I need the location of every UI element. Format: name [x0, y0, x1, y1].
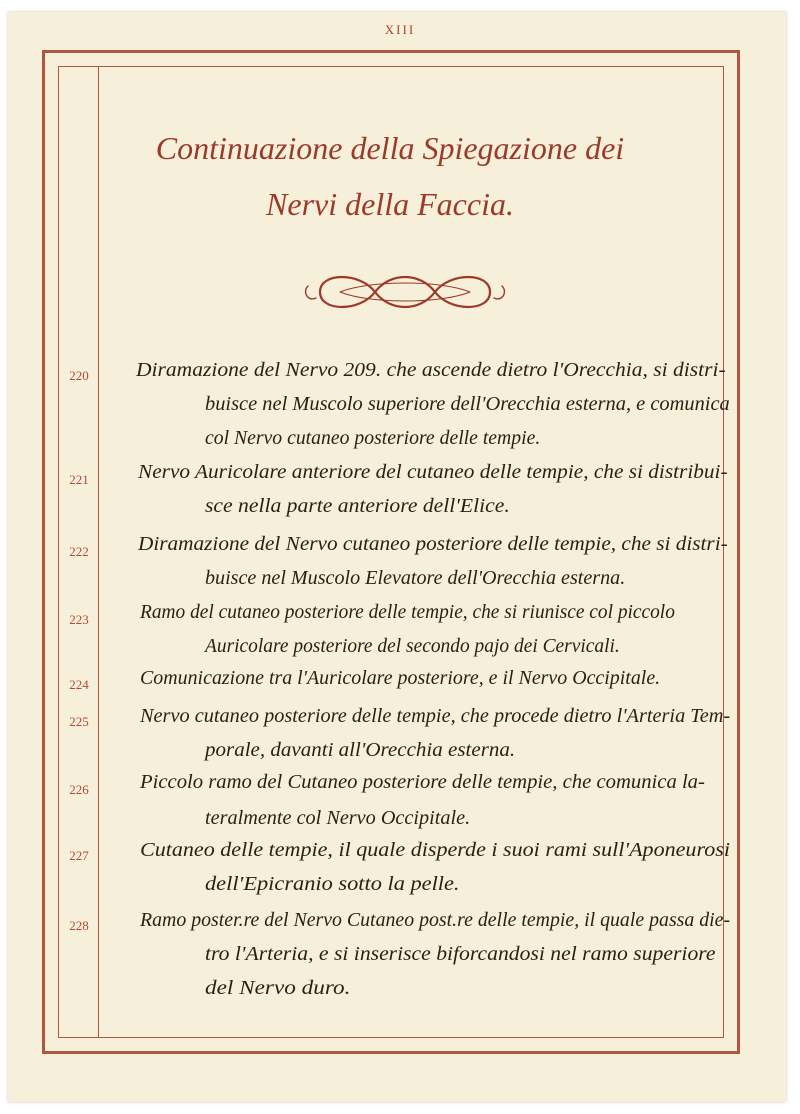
- entry-text-line: sce nella parte anteriore dell'Elice.: [205, 495, 510, 517]
- entry-number: 222: [69, 544, 89, 559]
- page-title-line-2: Nervi della Faccia.: [266, 186, 514, 222]
- entry-text-line: buisce nel Muscolo superiore dell'Orecchia esterna, e comunica: [205, 393, 730, 415]
- entry-text-line: Auricolare posteriore del secondo pajo dei Cervicali.: [205, 635, 620, 657]
- entry-text-line: porale, davanti all'Orecchia esterna.: [205, 739, 516, 761]
- page-number: XIII: [384, 22, 416, 37]
- entry-text-line: tro l'Arteria, e si inserisce biforcandosi nel ramo superiore: [205, 943, 716, 965]
- entry-text-line: Ramo poster.re del Nervo Cutaneo post.re delle tempie, il quale passa die-: [140, 909, 731, 931]
- entry-number: 221: [69, 472, 89, 487]
- entry-text-line: Nervo Auricolare anteriore del cutaneo delle tempie, che si distribui-: [138, 461, 728, 483]
- entry-number: 224: [69, 677, 89, 692]
- entry-text-line: Nervo cutaneo posteriore delle tempie, che procede dietro l'Arteria Tem-: [140, 705, 731, 727]
- entry-number: 228: [69, 918, 89, 933]
- entry-text-line: Diramazione del Nervo cutaneo posteriore delle tempie, che si distri-: [138, 533, 728, 555]
- entry-text-line: Piccolo ramo del Cutaneo posteriore delle tempie, che comunica la-: [140, 771, 705, 793]
- entry-text-line: Cutaneo delle tempie, il quale disperde i suoi rami sull'Aponeurosi: [140, 839, 730, 861]
- entry-number: 226: [69, 782, 89, 797]
- page-title-line-1: Continuazione della Spiegazione dei: [155, 130, 625, 166]
- entry-text-line: Ramo del cutaneo posteriore delle tempie, che si riunisce col piccolo: [140, 601, 675, 623]
- entry-text-line: dell'Epicranio sotto la pelle.: [205, 873, 460, 895]
- entry-number: 220: [69, 368, 89, 383]
- entry-number: 223: [69, 612, 89, 627]
- entry-number: 227: [69, 848, 89, 863]
- entry-text-line: teralmente col Nervo Occipitale.: [205, 807, 471, 829]
- flourish-ornament: [300, 262, 510, 322]
- margin-rule: [98, 66, 99, 1038]
- entry-text-line: del Nervo duro.: [205, 977, 351, 999]
- entry-text-line: col Nervo cutaneo posteriore delle tempie.: [205, 427, 541, 449]
- entry-text-line: Comunicazione tra l'Auricolare posteriore, e il Nervo Occipitale.: [140, 667, 661, 689]
- entry-text-line: Diramazione del Nervo 209. che ascende dietro l'Orecchia, si distri-: [136, 359, 726, 381]
- entry-number: 225: [69, 714, 89, 729]
- entry-text-line: buisce nel Muscolo Elevatore dell'Orecchia esterna.: [205, 567, 626, 589]
